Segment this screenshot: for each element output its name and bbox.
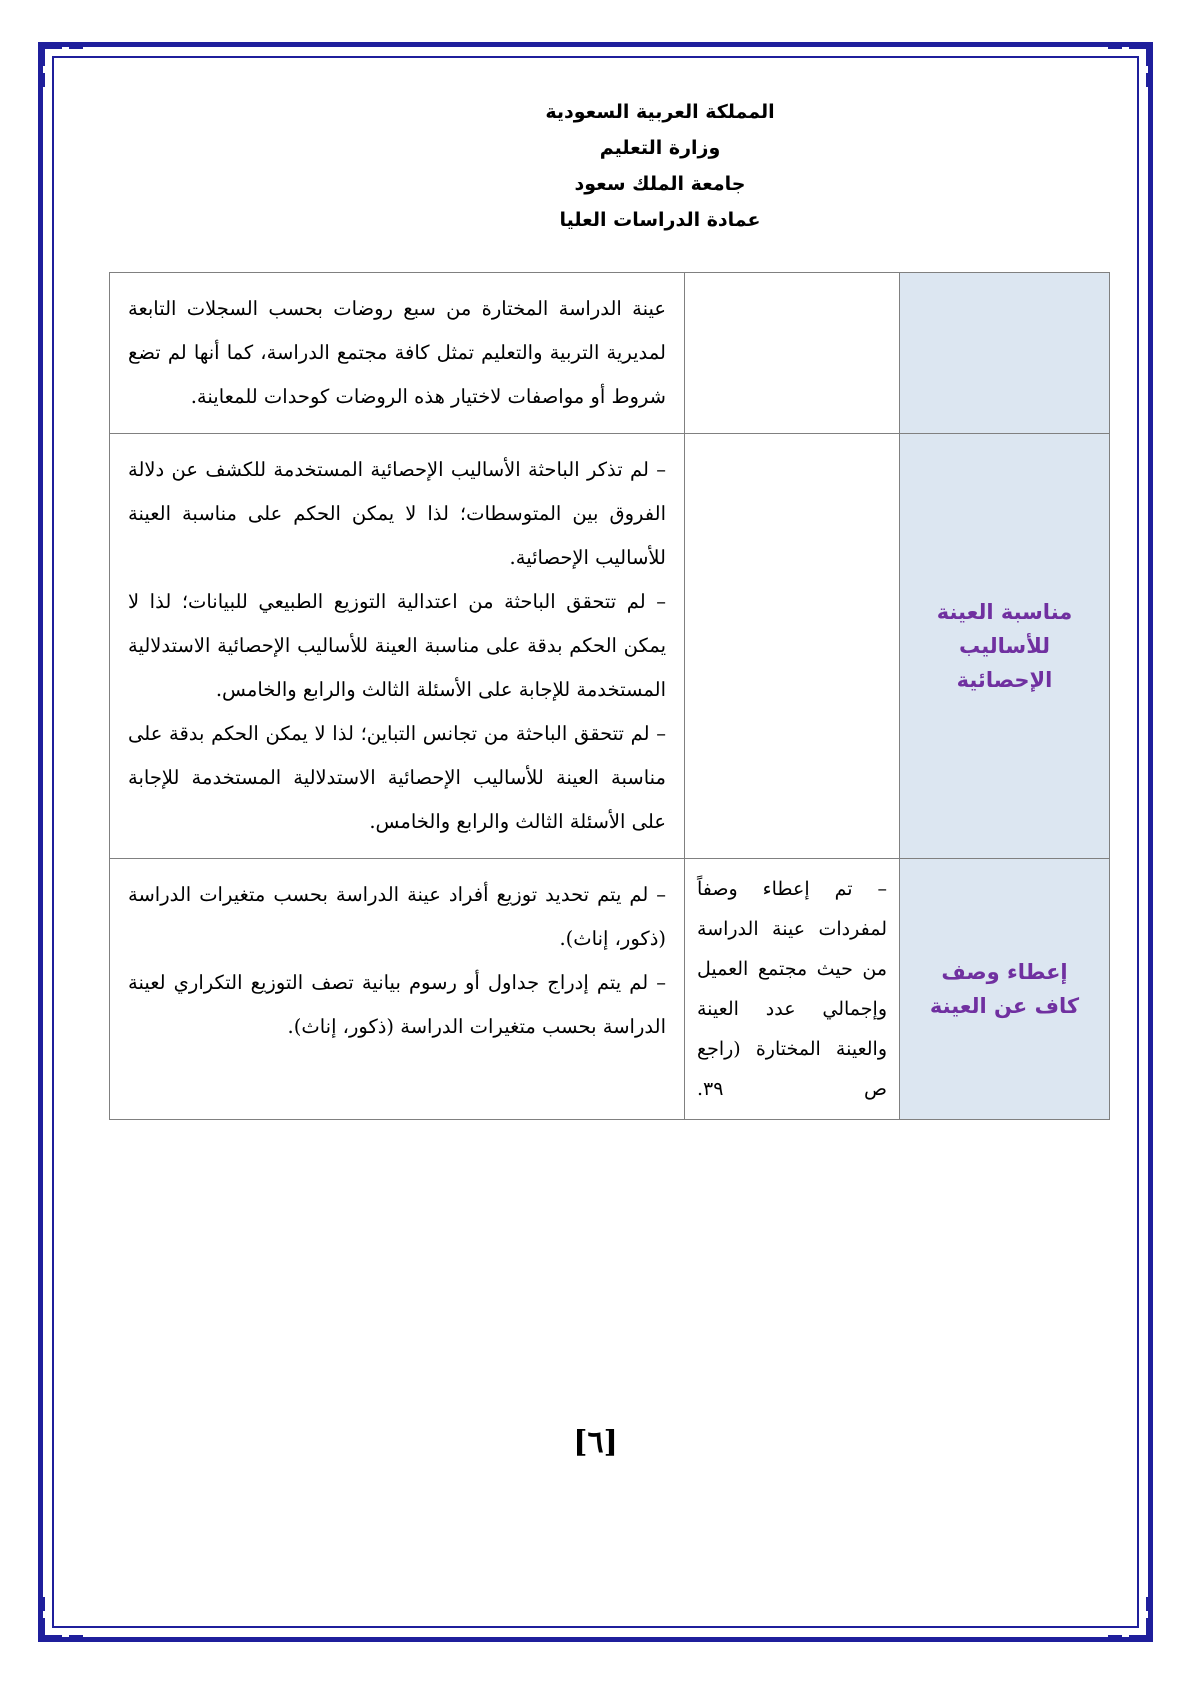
border-tick-top-left: [69, 44, 83, 49]
table-row: [110, 434, 1110, 859]
letterhead-line-ministry: وزارة التعليم: [599, 137, 721, 159]
letterhead-line-university: جامعة الملك سعود: [574, 173, 746, 195]
page-number: [٦]: [573, 1425, 618, 1460]
border-tick-bottom-left: [69, 1635, 83, 1640]
row-3-note-paragraph-2: – لم يتم إدراج جداول أو رسوم بيانية تصف التوزيع التكراري لعينة الدراسة بحسب متغيرات الدراسة (ذكور، إناث).: [128, 971, 666, 1038]
row-2-description-cell: [685, 434, 900, 859]
row-2-criterion-label-line-2: للأساليب: [958, 634, 1051, 658]
letterhead: [80, 80, 1110, 238]
letterhead-line-deanship: عمادة الدراسات العليا: [559, 209, 761, 231]
border-corner-bottom-right: [1129, 1618, 1151, 1640]
border-corner-top-left: [40, 44, 62, 66]
row-3-description-cell: [685, 859, 900, 1120]
border-tick-right-bottom: [1146, 1597, 1151, 1611]
row-2-criterion-label-line-1: مناسبة العينة: [936, 600, 1073, 624]
row-3-criterion-label-line-2: كاف عن العينة: [929, 994, 1080, 1018]
border-tick-bottom-right: [1108, 1635, 1122, 1640]
table-row: [110, 273, 1110, 434]
row-2-note-paragraph-3: – لم تتحقق الباحثة من تجانس التباين؛ لذا لا يمكن الحكم بدقة على مناسبة العينة للأساليب الإحصائية الاستدلالية المستخدمة للإجابة على الأسئلة الثالث والرابع والخامس.: [128, 722, 666, 833]
row-1-criterion-label-cell: [900, 273, 1110, 434]
border-tick-left-bottom: [40, 1597, 45, 1611]
row-2-note-paragraph-1: – لم تذكر الباحثة الأساليب الإحصائية المستخدمة للكشف عن دلالة الفروق بين المتوسطات؛ لذا لا يمكن الحكم على مناسبة العينة للأساليب الإحصائية.: [128, 458, 666, 569]
row-3-criterion-label-line-1: إعطاء وصف: [941, 960, 1068, 984]
row-1-description-cell: [685, 273, 900, 434]
row-1-notes-cell: [110, 273, 685, 434]
border-corner-bottom-left: [40, 1618, 62, 1640]
border-tick-right-top: [1146, 73, 1151, 87]
row-2-notes-cell: [110, 434, 685, 859]
table-row: [110, 859, 1110, 1120]
row-3-criterion-label-cell: [900, 859, 1110, 1120]
border-tick-top-right: [1108, 44, 1122, 49]
row-2-note-paragraph-2: – لم تتحقق الباحثة من اعتدالية التوزيع الطبيعي للبيانات؛ لذا لا يمكن الحكم بدقة على مناسبة العينة للأساليب الإحصائية الاستدلالية المستخدمة للإجابة على الأسئلة الثالث والرابع والخامس.: [128, 590, 666, 701]
row-3-note-paragraph-1: – لم يتم تحديد توزيع أفراد عينة الدراسة بحسب متغيرات الدراسة (ذكور، إناث).: [128, 883, 666, 950]
row-1-note-paragraph: عينة الدراسة المختارة من سبع روضات بحسب السجلات التابعة لمديرية التربية والتعليم تمثل كافة مجتمع الدراسة، كما أنها لم تضع شروط أو مواصفات لاختيار هذه الروضات كوحدات للمعاينة.: [128, 297, 666, 408]
evaluation-table: [109, 272, 1110, 1120]
document-content: [80, 80, 1110, 1120]
border-corner-top-right: [1129, 44, 1151, 66]
row-2-criterion-label-line-3: الإحصائية: [956, 668, 1053, 692]
letterhead-line-country: المملكة العربية السعودية: [545, 101, 775, 123]
row-2-criterion-label-cell: [900, 434, 1110, 859]
row-3-notes-cell: [110, 859, 685, 1120]
row-3-description-text: – تم إعطاء وصفاً لمفردات عينة الدراسة من حيث مجتمع العميل وإجمالي عدد العينة والعينة المختارة (راجع ص ٣٩.: [697, 878, 887, 1100]
border-tick-left-top: [40, 73, 45, 87]
